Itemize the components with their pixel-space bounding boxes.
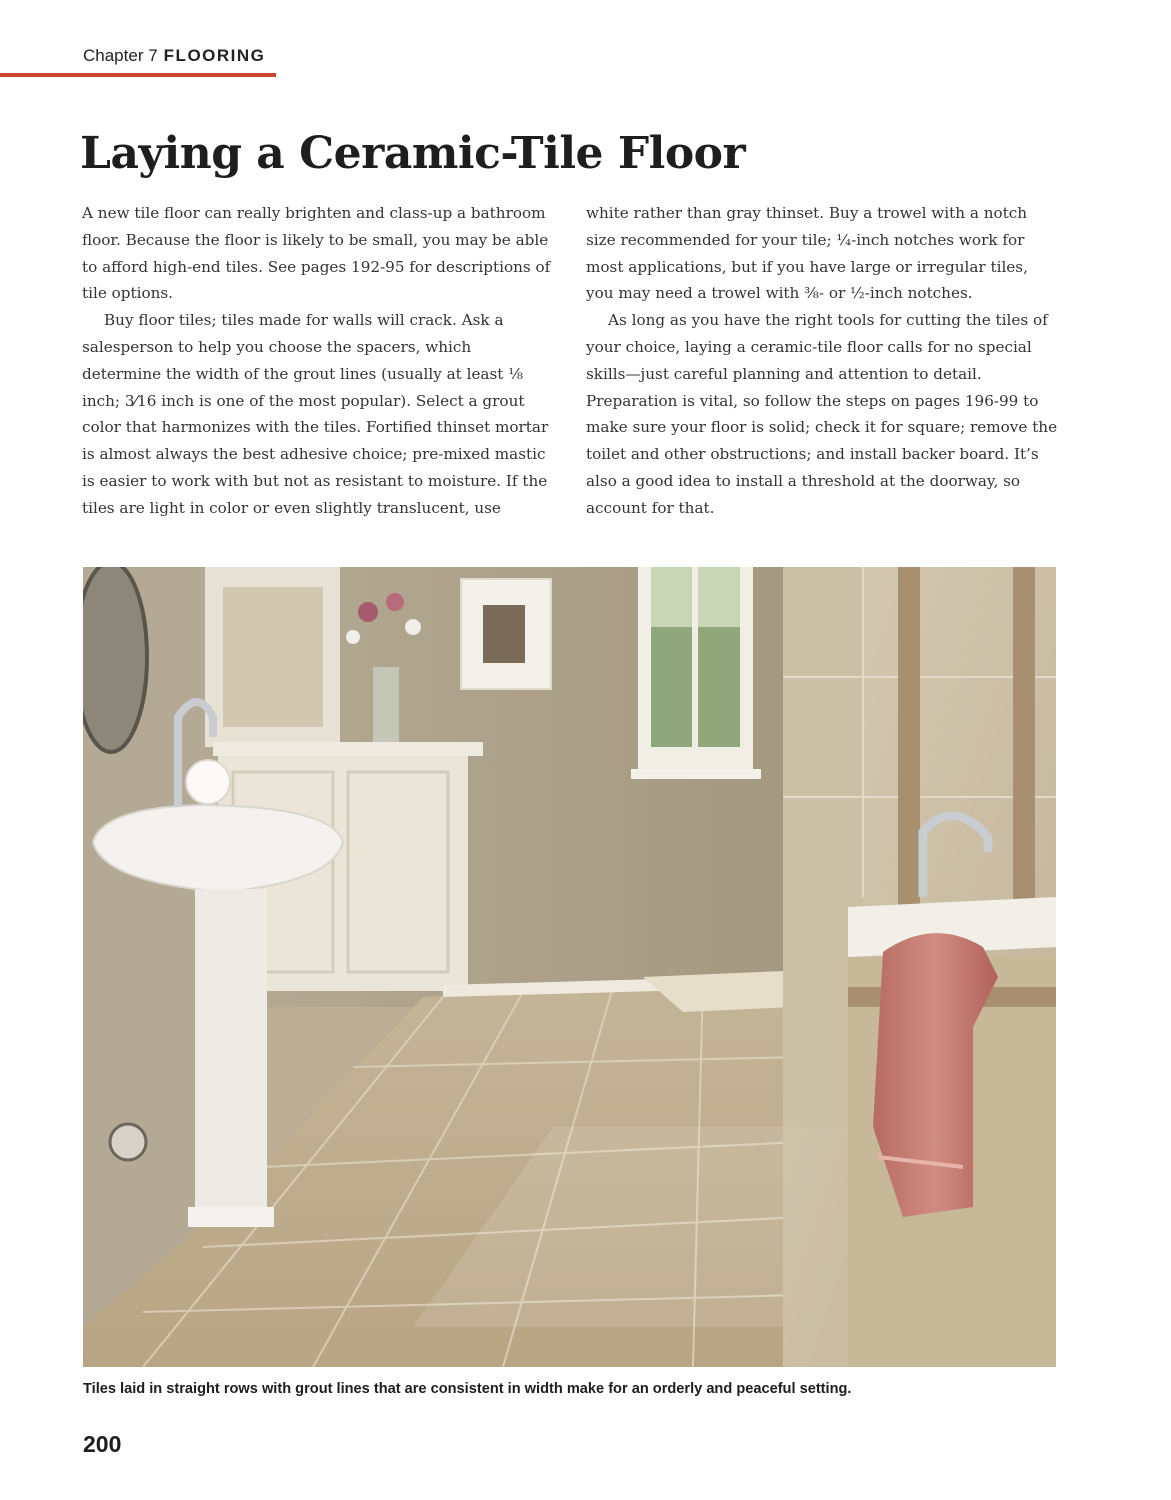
photo-caption: Tiles laid in straight rows with grout lines that are consistent in width make for an orderly and peaceful setting. <box>83 1381 852 1397</box>
body-column-right <box>586 200 1058 522</box>
paragraph: A new tile floor can really brighten and class-up a bathroom floor. Because the floor is likely to be small, you may be able to afford high-end tiles. See pages 192-95 for descriptions of tile options. <box>82 204 551 303</box>
page-title: Laying a Ceramic-Tile Floor <box>80 128 746 179</box>
chapter-label: Chapter 7 <box>83 46 158 65</box>
running-head <box>83 46 265 66</box>
paragraph: white rather than gray thinset. Buy a trowel with a notch size recommended for your tile; ¼-inch notches work for most applications, but if you have large or irregular tiles, you may need a trowel with ⅜- or ½-inch notches. <box>586 204 1028 303</box>
bathroom-photo <box>83 567 1056 1367</box>
page-number: 200 <box>83 1431 122 1457</box>
chapter-title: FLOORING <box>163 46 266 65</box>
body-column-left <box>82 200 554 522</box>
paragraph: Buy floor tiles; tiles made for walls will crack. Ask a salesperson to help you choose the spacers, which determine the width of the grout lines (usually at least ⅛ inch; 3⁄16 inch is one of the most popular). Select a grout color that harmonizes with the tiles. Fortified thinset mortar is almost always the best adhesive choice; pre-mixed mastic is easier to work with but not as resistant to moisture. If the tiles are light in color or even slightly translucent, use <box>82 311 549 517</box>
header-rule <box>0 73 276 77</box>
paragraph: As long as you have the right tools for cutting the tiles of your choice, laying a ceramic-tile floor calls for no special skills—just careful planning and attention to detail. Preparation is vital, so follow the steps on pages 196-99 to make sure your floor is solid; check it for square; remove the toilet and other obstructions; and install backer board. It’s also a good idea to install a threshold at the doorway, so account for that. <box>586 311 1058 517</box>
